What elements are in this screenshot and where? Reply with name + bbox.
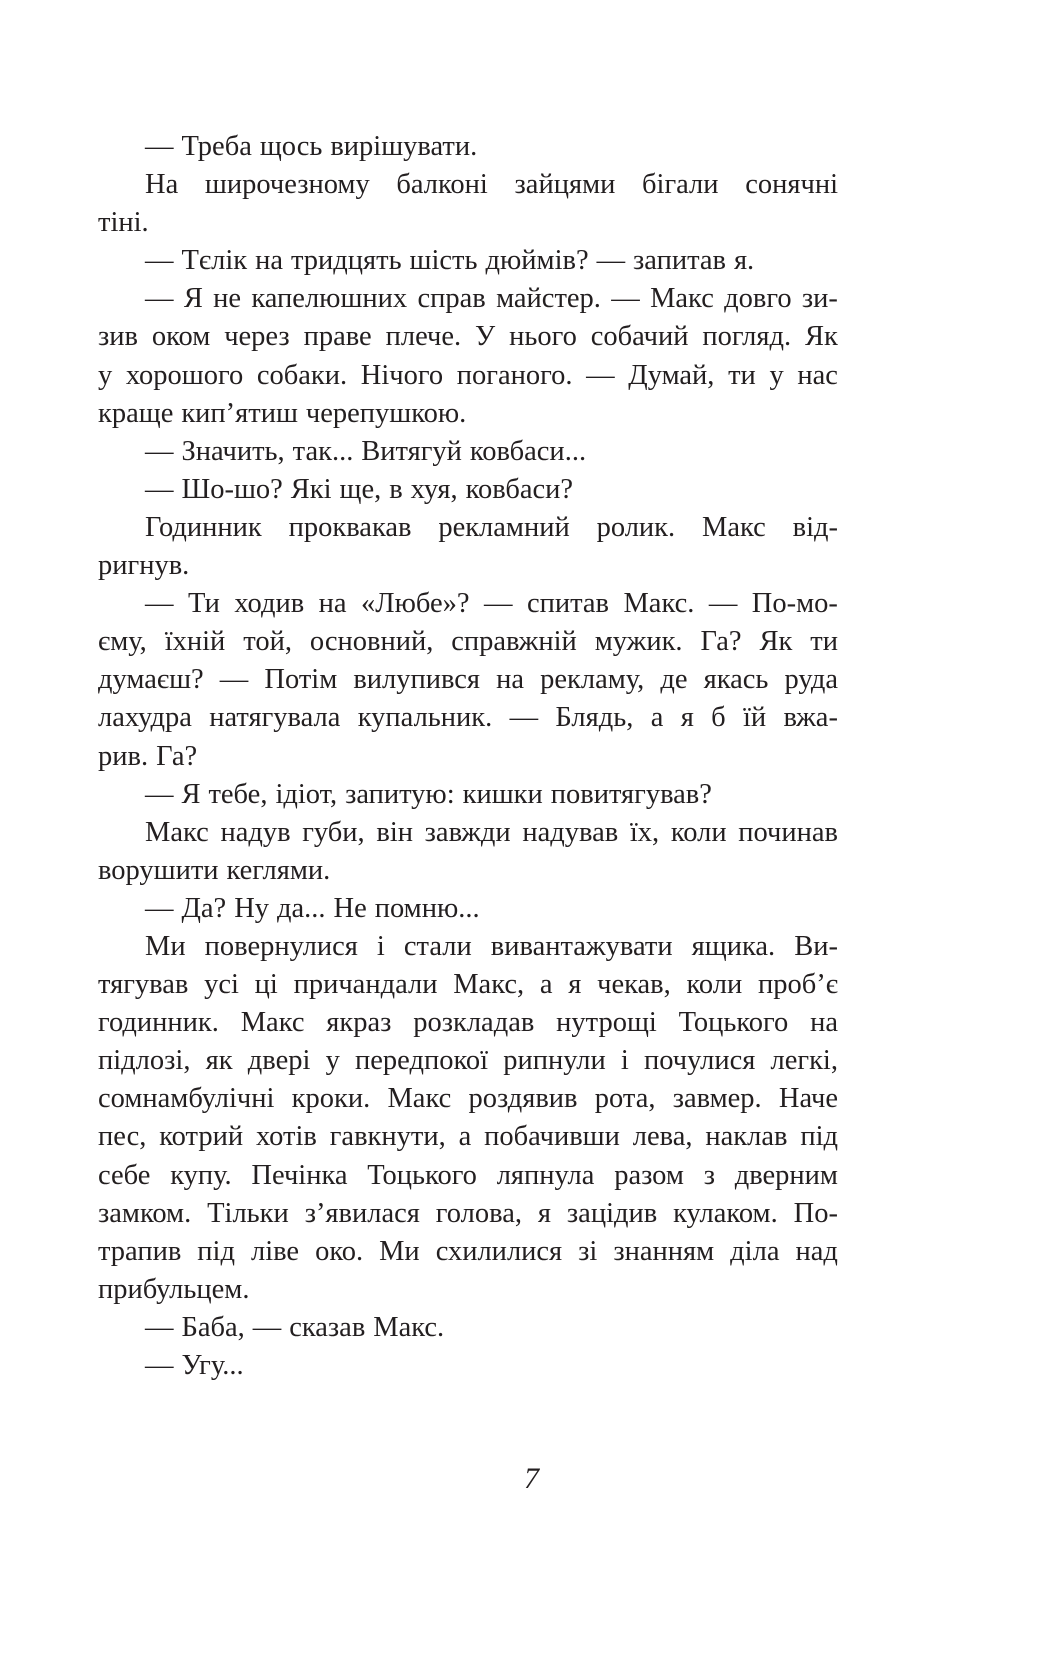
word: вилупився [353, 664, 481, 696]
text-line [98, 1233, 838, 1271]
word: кип’ятиш [181, 397, 298, 429]
word: балконі [396, 169, 488, 201]
word: Не [333, 892, 367, 924]
word: Я [181, 778, 201, 810]
word: ти [810, 626, 838, 658]
word: передпокої [355, 1045, 489, 1077]
word: Тоцького [367, 1159, 477, 1191]
text-line [98, 1118, 838, 1156]
word: і [376, 930, 385, 962]
word: вивантажувати [490, 930, 673, 962]
word: широчезному [204, 169, 370, 201]
word: капелюшних [251, 283, 408, 315]
word: Ми [145, 930, 186, 962]
word: дверним [734, 1159, 838, 1191]
word: ковбаси? [465, 473, 574, 505]
word: Макс [387, 1083, 452, 1115]
word: єму, [98, 626, 147, 658]
word: ригнув. [98, 550, 190, 582]
word: причандали [293, 969, 438, 1001]
word: завжди [424, 816, 511, 848]
word: рекламу, [540, 664, 645, 696]
word: Макс [650, 283, 714, 315]
word: зайцями [514, 169, 616, 201]
text-line [98, 890, 838, 928]
text-line [98, 852, 838, 890]
word: ще, [339, 473, 382, 505]
word: ходив [234, 588, 305, 620]
word: Баба, [181, 1311, 245, 1343]
word: Витягуй [361, 435, 462, 467]
word: їхній [164, 626, 226, 658]
word: починав [738, 816, 838, 848]
word: По- [793, 1197, 838, 1229]
word: зи- [801, 283, 838, 315]
word: як [205, 1045, 233, 1077]
word: коли [686, 969, 743, 1001]
word: оком [151, 321, 211, 353]
word: на [255, 245, 283, 277]
word: Треба [181, 131, 252, 162]
word: ковбаси... [469, 435, 587, 467]
word: вжа- [783, 702, 838, 734]
word: з [703, 1159, 715, 1191]
word: черепушкою. [305, 397, 467, 429]
word: ці [254, 969, 278, 1001]
word: Як [805, 321, 838, 353]
word: дюймів? [485, 245, 589, 277]
text-line [98, 204, 838, 242]
text-line [98, 661, 838, 699]
word: Наче [778, 1083, 838, 1115]
word: на [318, 588, 347, 620]
word: Нічого [360, 359, 444, 391]
text-line [98, 318, 838, 356]
word: — [145, 131, 174, 162]
word: — [252, 1311, 282, 1343]
page-body [98, 128, 838, 1385]
word: роздявив [468, 1083, 578, 1115]
word: погляд. [702, 321, 792, 353]
word: Потім [264, 664, 338, 696]
word: Макс [145, 816, 209, 848]
word: нутрощі [556, 1007, 657, 1039]
word: — [483, 588, 513, 620]
word: Як [759, 626, 793, 658]
word: плече. [385, 321, 462, 353]
word: замком. [98, 1197, 192, 1229]
word: основний, [309, 626, 434, 658]
word: Годинник [145, 511, 262, 543]
word: а [539, 969, 553, 1001]
word: хуя, [410, 473, 458, 505]
word: — [145, 778, 174, 810]
word: ящика. [691, 930, 776, 962]
text-line [98, 699, 838, 737]
word: запитую: [345, 778, 455, 810]
word: — [509, 702, 539, 734]
word: — [145, 473, 174, 505]
word: де [660, 664, 688, 696]
word: рекламний [438, 511, 570, 543]
word: справ [417, 283, 486, 315]
text-line [98, 585, 838, 623]
text-line [98, 471, 838, 509]
word: спитав [526, 588, 610, 620]
word: собачий [590, 321, 689, 353]
word: ліве [250, 1235, 300, 1267]
word: під [800, 1121, 838, 1153]
word: а [458, 1121, 472, 1153]
word: Ми [379, 1235, 420, 1267]
word: зі [578, 1235, 598, 1267]
text-line [98, 814, 838, 852]
word: розкладав [413, 1007, 535, 1039]
word: — [611, 283, 640, 315]
text-line [98, 1042, 838, 1080]
word: — [145, 588, 174, 620]
word: так... [292, 435, 354, 467]
word: Значить, [181, 435, 285, 467]
word: котрий [159, 1121, 244, 1153]
text-line [98, 623, 838, 661]
text-line [98, 1271, 838, 1309]
word: повитягував? [550, 778, 712, 810]
page-number: 7 [524, 1462, 539, 1495]
word: під [197, 1235, 235, 1267]
word: ляпнула [496, 1159, 595, 1191]
word: губи, [302, 816, 365, 848]
word: ти [728, 359, 756, 391]
word: надув [220, 816, 291, 848]
word: На [145, 169, 179, 201]
word: рота, [594, 1083, 656, 1115]
text-line [98, 433, 838, 471]
word: мужик. [594, 626, 683, 658]
word: побачивши [484, 1121, 620, 1153]
word: поганого. [456, 359, 573, 391]
word: у [769, 359, 784, 391]
word: руда [784, 664, 838, 696]
word: око. [315, 1235, 364, 1267]
word: хотів [255, 1121, 317, 1153]
text-line [98, 738, 838, 776]
word: легкі, [770, 1045, 838, 1077]
word: я [680, 702, 694, 734]
word: ролик. [596, 511, 676, 543]
word: підлозі, [98, 1045, 191, 1077]
word: — [145, 1350, 174, 1381]
word: я [568, 969, 582, 1001]
word: справжній [451, 626, 577, 658]
word: рипнули [503, 1045, 606, 1077]
word: коли [670, 816, 727, 848]
text-line [98, 966, 838, 1004]
word: двері [247, 1045, 311, 1077]
word: вирішувати. [330, 131, 478, 162]
word: кулаком. [673, 1197, 778, 1229]
word: кеглями. [226, 854, 331, 886]
word: да... [277, 892, 326, 924]
word: стали [403, 930, 472, 962]
word: — [708, 588, 738, 620]
word: їй [742, 702, 767, 734]
word: «Любе»? [360, 588, 470, 620]
word: купальник. [357, 702, 493, 734]
word: Блядь, [555, 702, 634, 734]
word: б [711, 702, 726, 734]
word: сказав [289, 1311, 366, 1343]
word: зив [98, 321, 138, 353]
word: шість [409, 245, 478, 277]
word: над [795, 1235, 838, 1267]
word: — [586, 359, 615, 391]
word: пес, [98, 1121, 147, 1153]
word: собаки. [256, 359, 348, 391]
word: У [475, 321, 496, 353]
word: себе [98, 1159, 151, 1191]
word: — [145, 1311, 174, 1343]
word: гавкнути, [329, 1121, 446, 1153]
word: Тільки [207, 1197, 289, 1229]
word: якраз [326, 1007, 392, 1039]
word: — [219, 664, 249, 696]
word: По-мо- [751, 588, 838, 620]
word: він [376, 816, 413, 848]
word: у [325, 1045, 340, 1077]
word: помню... [374, 892, 480, 924]
word: хорошого [125, 359, 244, 391]
word: Макс [240, 1007, 305, 1039]
word: годинник. [98, 1007, 219, 1039]
word: сонячні [745, 169, 838, 201]
word: — [145, 892, 174, 924]
word: думаєш? [98, 664, 204, 696]
word: кроки. [291, 1083, 371, 1115]
word: Які [290, 473, 332, 505]
word: краще [98, 397, 174, 429]
text-line [98, 242, 838, 280]
word: я. [733, 245, 755, 277]
text-line [98, 1004, 838, 1042]
word: прибульцем. [98, 1273, 250, 1305]
word: чекав, [597, 969, 671, 1001]
word: — [145, 283, 174, 315]
word: я [537, 1197, 551, 1229]
word: Ви- [794, 930, 838, 962]
word: Тоцького [678, 1007, 789, 1039]
word: і [620, 1045, 629, 1077]
word: схилилися [435, 1235, 563, 1267]
word: той, [243, 626, 292, 658]
word: Макс. [373, 1311, 445, 1343]
word: на [810, 1007, 838, 1039]
word: зацідив [566, 1197, 658, 1229]
text-line [98, 509, 838, 547]
word: майстер. [496, 283, 601, 315]
word: усі [204, 969, 239, 1001]
text-line [98, 166, 838, 204]
word: Макс. [623, 588, 695, 620]
word: завмер. [672, 1083, 762, 1115]
word: через [224, 321, 290, 353]
text-line [98, 1157, 838, 1195]
word: Угу... [181, 1350, 244, 1381]
word: ідіот, [275, 778, 338, 810]
word: якась [703, 664, 769, 696]
word: довго [724, 283, 792, 315]
word: — [145, 245, 174, 277]
word: з’явилася [304, 1197, 420, 1229]
word: Макс [702, 511, 766, 543]
text-line [98, 128, 838, 166]
text-line [98, 1080, 838, 1118]
word: Ну [234, 892, 270, 924]
word: тебе, [208, 778, 268, 810]
word: тіні. [98, 207, 149, 239]
word: Га? [156, 740, 198, 772]
text-line [98, 1309, 838, 1347]
word: лахудра [98, 702, 192, 734]
word: проб’є [758, 969, 838, 1001]
text-line [98, 357, 838, 395]
word: щось [259, 131, 323, 162]
word: проквакав [288, 511, 412, 543]
word: рив. [98, 740, 149, 772]
word: тридцять [290, 245, 402, 277]
word: Да? [181, 892, 227, 924]
text-line [98, 776, 838, 814]
text-line [98, 928, 838, 966]
word: трапив [98, 1235, 182, 1267]
word: тягував [98, 969, 189, 1001]
word: на [496, 664, 525, 696]
word: разом [614, 1159, 684, 1191]
word: Печінка [251, 1159, 348, 1191]
word: від- [792, 511, 838, 543]
word: — [145, 435, 174, 467]
word: запитав [633, 245, 726, 277]
text-line [98, 547, 838, 585]
word: Га? [700, 626, 742, 658]
word: нього [509, 321, 577, 353]
word: знанням [613, 1235, 715, 1267]
word: Шо-шо? [181, 473, 283, 505]
word: наклав [705, 1121, 788, 1153]
word: у [98, 359, 113, 391]
word: повернулися [204, 930, 358, 962]
word: Тєлік [181, 245, 248, 277]
text-line [98, 1195, 838, 1233]
word: Я [183, 283, 203, 315]
text-line [98, 1347, 838, 1385]
word: а [650, 702, 664, 734]
word: не [213, 283, 242, 315]
word: Ти [187, 588, 220, 620]
word: сомнамбулічні [98, 1083, 275, 1115]
text-line [98, 395, 838, 433]
word: нас [797, 359, 838, 391]
word: голова, [435, 1197, 522, 1229]
word: ворушити [98, 854, 219, 886]
word: праве [303, 321, 372, 353]
text-line [98, 280, 838, 318]
word: натягувала [209, 702, 341, 734]
word: кишки [462, 778, 543, 810]
word: — [596, 245, 626, 277]
word: почулися [644, 1045, 756, 1077]
word: надував [522, 816, 619, 848]
word: їх, [629, 816, 660, 848]
word: діла [730, 1235, 780, 1267]
word: лева, [632, 1121, 693, 1153]
word: бігали [642, 169, 719, 201]
word: в [389, 473, 403, 505]
word: Думай, [628, 359, 715, 391]
word: купу. [170, 1159, 232, 1191]
word: Макс, [453, 969, 525, 1001]
